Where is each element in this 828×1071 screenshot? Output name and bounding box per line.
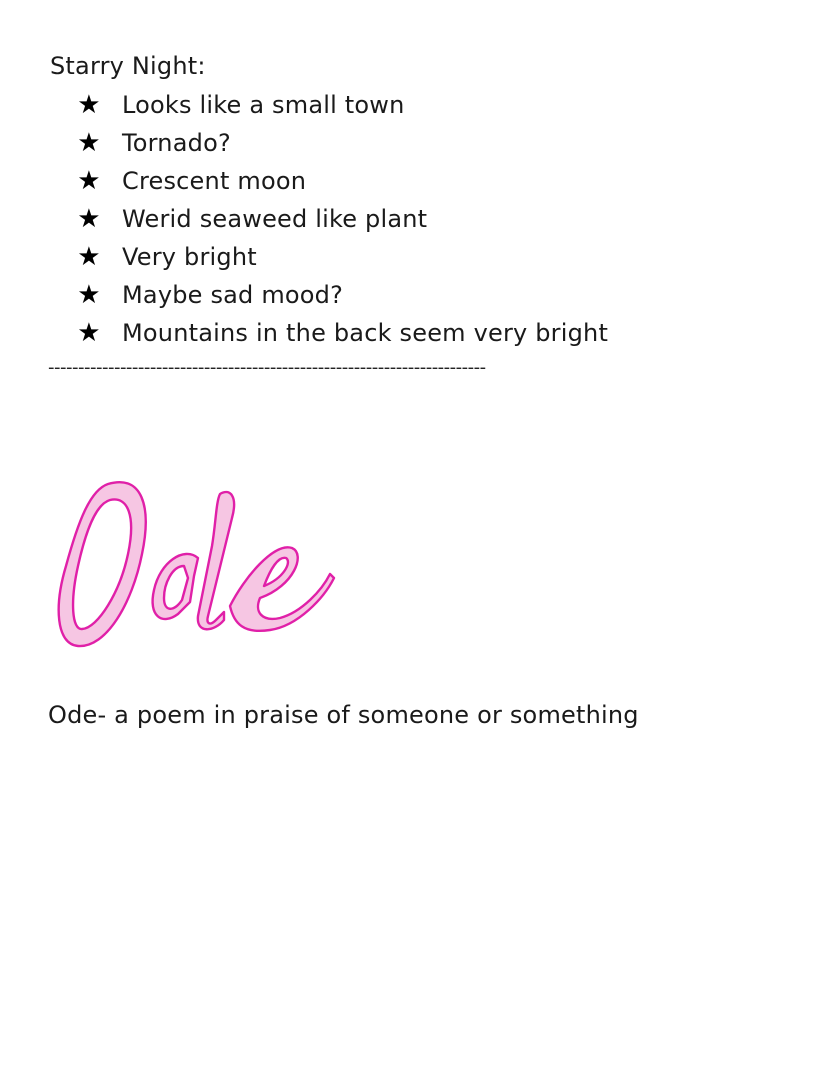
list-item [74,276,608,314]
list-item [74,162,608,200]
note-text: Crescent moon [122,167,307,195]
notes-list [74,86,608,352]
list-item [74,124,608,162]
ode-letter-o [59,482,146,646]
page-heading: Starry Night: [50,52,206,80]
note-text: Maybe sad mood? [122,281,344,309]
black-star-icon: ★ [77,166,101,196]
dashed-divider: ------------------------------------------------------------------------- [48,357,486,378]
list-item [74,238,608,276]
list-item [74,86,608,124]
ode-letter-d-stem [198,492,234,629]
black-star-icon: ★ [77,204,101,234]
black-star-icon: ★ [77,242,101,272]
note-text: Werid seaweed like plant [122,205,428,233]
black-star-icon: ★ [77,318,101,348]
note-text: Very bright [122,243,257,271]
black-star-icon: ★ [77,128,101,158]
ode-letter-e [230,547,334,631]
note-text: Tornado? [122,129,231,157]
ode-definition: Ode- a poem in praise of someone or something [48,701,639,729]
note-text: Looks like a small town [122,91,405,119]
black-star-icon: ★ [77,280,101,310]
black-star-icon: ★ [77,90,101,120]
list-item [74,200,608,238]
list-item [74,314,608,352]
ode-letter-d-bowl [153,554,198,619]
ode-word-art [48,466,348,666]
note-text: Mountains in the back seem very bright [122,319,609,347]
